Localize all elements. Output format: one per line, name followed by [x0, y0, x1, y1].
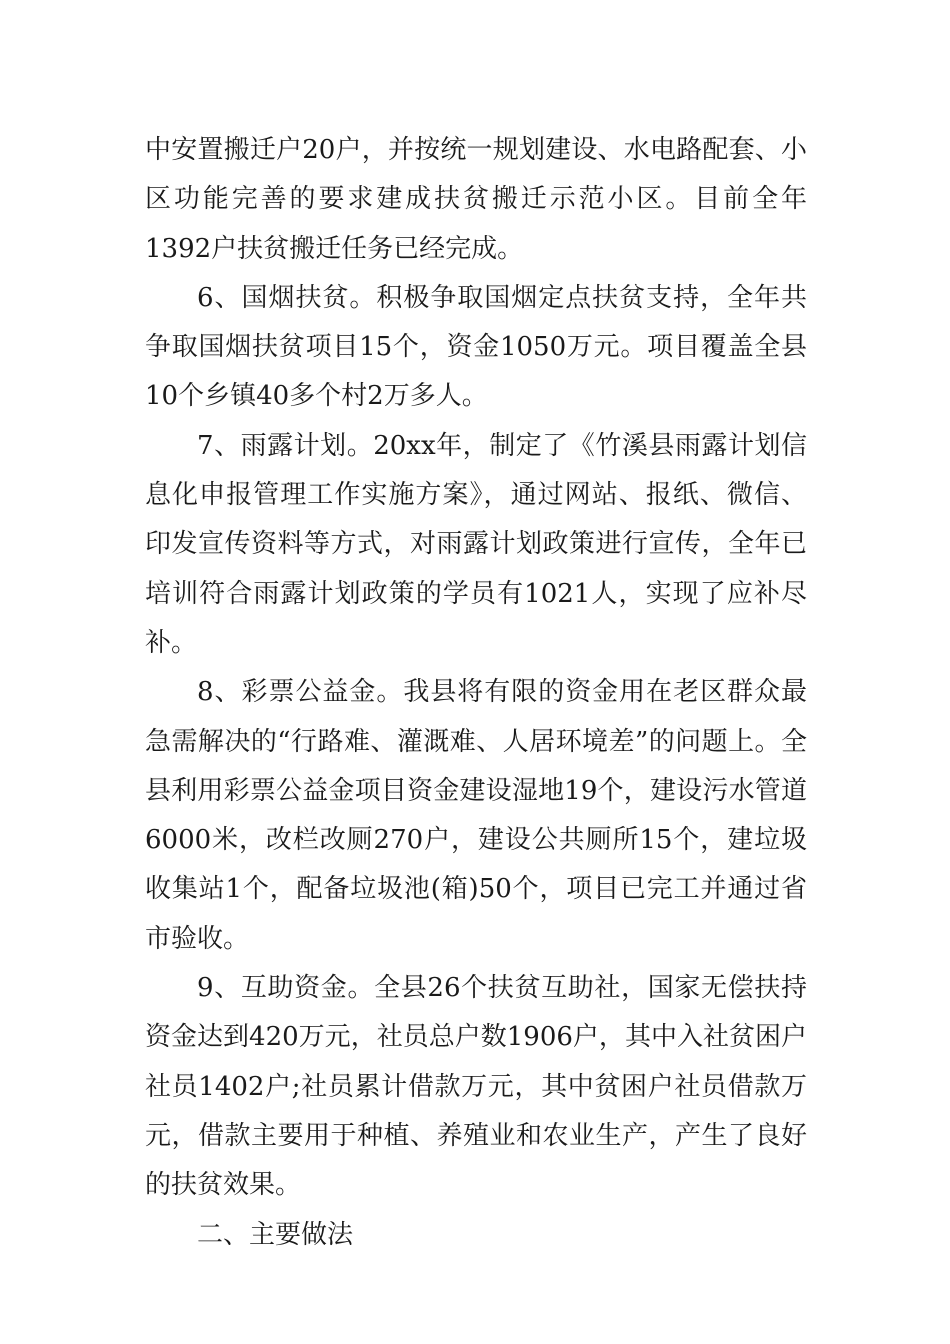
- paragraph-item-7: 7、雨露计划。20xx年，制定了《竹溪县雨露计划信息化申报管理工作实施方案》，通过网站、报纸、微信、印发宣传资料等方式，对雨露计划政策进行宣传，全年已培训符合雨露计划政策的学员有1021人，实现了应补尽补。: [145, 430, 807, 658]
- document-body: [145, 126, 807, 1260]
- paragraph-item-6: 6、国烟扶贫。积极争取国烟定点扶贫支持，全年共争取国烟扶贫项目15个，资金1050万元。项目覆盖全县10个乡镇40多个村2万多人。: [145, 282, 807, 412]
- paragraph-continued: 中安置搬迁户20户，并按统一规划建设、水电路配套、小区功能完善的要求建成扶贫搬迁示范小区。目前全年1392户扶贫搬迁任务已经完成。: [145, 135, 807, 264]
- section-heading: 二、主要做法: [197, 1219, 354, 1250]
- paragraph-item-9: 9、互助资金。全县26个扶贫互助社，国家无偿扶持资金达到420万元，社员总户数1906户，其中入社贫困户社员1402户;社员累计借款万元，其中贫困户社员借款万元，借款主要用于种植、养殖业和农业生产，产生了良好的扶贫效果。: [145, 973, 807, 1201]
- paragraph-item-8: 8、彩票公益金。我县将有限的资金用在老区群众最急需解决的“行路难、灌溉难、人居环境差”的问题上。全县利用彩票公益金项目资金建设湿地19个，建设污水管道6000米，改栏改厕270户，建设公共厕所15个，建垃圾收集站1个，配备垃圾池(箱)50个，项目已完工并通过省市验收。: [145, 677, 807, 954]
